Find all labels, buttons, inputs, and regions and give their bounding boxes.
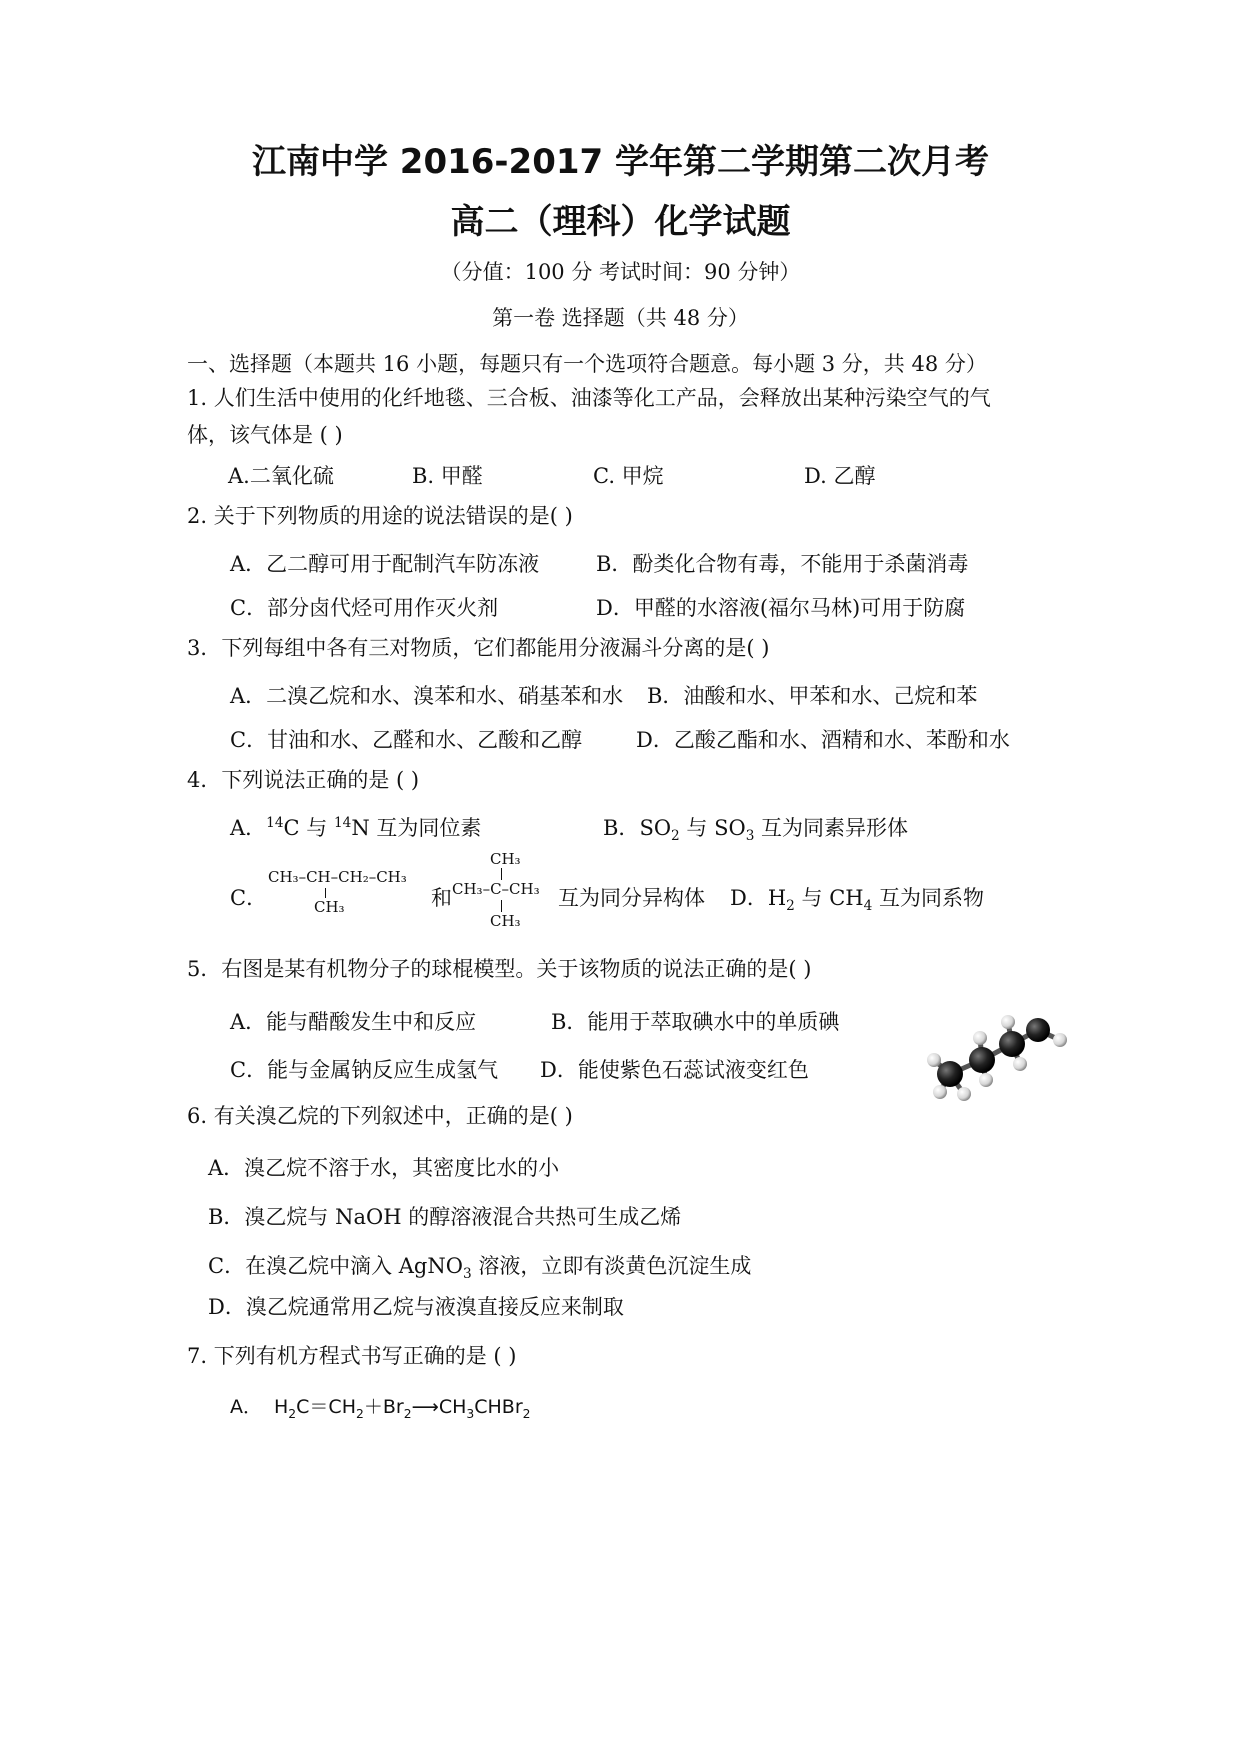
q5-option-a: A．能与醋酸发生中和反应 <box>230 1010 477 1034</box>
q1-option-a: A.二氧化硫 <box>228 464 334 488</box>
q3-stem: 3．下列每组中各有三对物质，它们都能用分液漏斗分离的是( ) <box>187 636 770 660</box>
q1-stem-line2: 体，该气体是 ( ) <box>187 423 343 447</box>
ball-stick-model-image <box>920 1004 1080 1104</box>
q1-option-d: D. 乙醇 <box>804 464 876 488</box>
q4-formula-1-branch: CH₃ <box>314 898 345 916</box>
q4-option-c-text: 互为同分异构体 <box>558 886 705 910</box>
q4-option-c-and: 和 <box>431 886 452 910</box>
exam-meta: （分值：100 分 考试时间：90 分钟） <box>440 260 801 284</box>
q7-stem: 7. 下列有机方程式书写正确的是 ( ) <box>187 1344 517 1368</box>
q2-stem: 2. 关于下列物质的用途的说法错误的是( ) <box>187 504 573 528</box>
q4-option-c-label: C． <box>230 886 268 910</box>
q4-formula-2-bond-bottom <box>501 900 502 912</box>
q4-formula-1-bond <box>325 888 326 898</box>
q3-option-b: B．油酸和水、甲苯和水、己烷和苯 <box>647 684 978 708</box>
exam-subtitle: 高二（理科）化学试题 <box>450 202 791 242</box>
q3-option-d: D．乙酸乙酯和水、酒精和水、苯酚和水 <box>636 728 1010 752</box>
section-heading: 第一卷 选择题（共 48 分） <box>492 306 749 330</box>
q4-formula-2-bond-top <box>501 868 502 880</box>
q5-option-c: C．能与金属钠反应生成氢气 <box>230 1058 499 1082</box>
q2-option-a: A．乙二醇可用于配制汽车防冻液 <box>230 552 540 576</box>
q4-formula-2-top: CH₃ <box>490 850 521 868</box>
q4-option-a: A．$^{14}$C 与 $^{14}$N 互为同位素 <box>230 815 482 840</box>
q2-option-b: B．酚类化合物有毒，不能用于杀菌消毒 <box>596 552 969 576</box>
exam-title: 江南中学 2016-2017 学年第二学期第二次月考 <box>251 142 990 182</box>
q6-stem: 6. 有关溴乙烷的下列叙述中，正确的是( ) <box>187 1104 573 1128</box>
q1-option-c: C. 甲烷 <box>593 464 664 488</box>
q1-option-b: B. 甲醛 <box>412 464 483 488</box>
q7-option-a: A． $H_2C=CH_2+Br_2⟶CH_3CHBr_2$ <box>230 1396 531 1421</box>
q2-option-d: D．甲醛的水溶液(福尔马林)可用于防腐 <box>596 596 966 620</box>
q6-option-b: B．溴乙烷与 NaOH 的醇溶液混合共热可生成乙烯 <box>208 1205 682 1229</box>
q2-option-c: C．部分卤代烃可用作灭火剂 <box>230 596 499 620</box>
instructions: 一、选择题（本题共 16 小题，每题只有一个选项符合题意。每小题 3 分，共 48 分） <box>187 352 987 376</box>
q3-option-c: C．甘油和水、乙醛和水、乙酸和乙醇 <box>230 728 583 752</box>
q4-option-d: D．$H_2$ 与 $CH_4$ 互为同系物 <box>730 886 984 915</box>
q5-option-b: B．能用于萃取碘水中的单质碘 <box>551 1010 840 1034</box>
q6-option-d: D．溴乙烷通常用乙烷与液溴直接反应来制取 <box>208 1295 624 1319</box>
q1-stem-line1: 1. 人们生活中使用的化纤地毯、三合板、油漆等化工产品，会释放出某种污染空气的气 <box>187 386 991 410</box>
q4-formula-1: CH₃–CH–CH₂–CH₃ <box>268 868 407 886</box>
q4-option-b: B．$SO_2$ 与 $SO_3$ 互为同素异形体 <box>603 816 909 845</box>
reaction-arrow-icon: ⟶ <box>411 1396 439 1418</box>
q5-option-d: D．能使紫色石蕊试液变红色 <box>540 1058 809 1082</box>
q4-stem: 4．下列说法正确的是 ( ) <box>187 768 420 792</box>
q4-formula-2-main: CH₃–C–CH₃ <box>452 880 540 898</box>
q6-option-c: C．在溴乙烷中滴入 AgNO$_3$ 溶液，立即有淡黄色沉淀生成 <box>208 1254 752 1283</box>
q3-option-a: A．二溴乙烷和水、溴苯和水、硝基苯和水 <box>230 684 624 708</box>
q5-stem: 5．右图是某有机物分子的球棍模型。关于该物质的说法正确的是( ) <box>187 957 812 981</box>
q6-option-a: A．溴乙烷不溶于水，其密度比水的小 <box>208 1156 560 1180</box>
q4-formula-2-bottom: CH₃ <box>490 912 521 930</box>
